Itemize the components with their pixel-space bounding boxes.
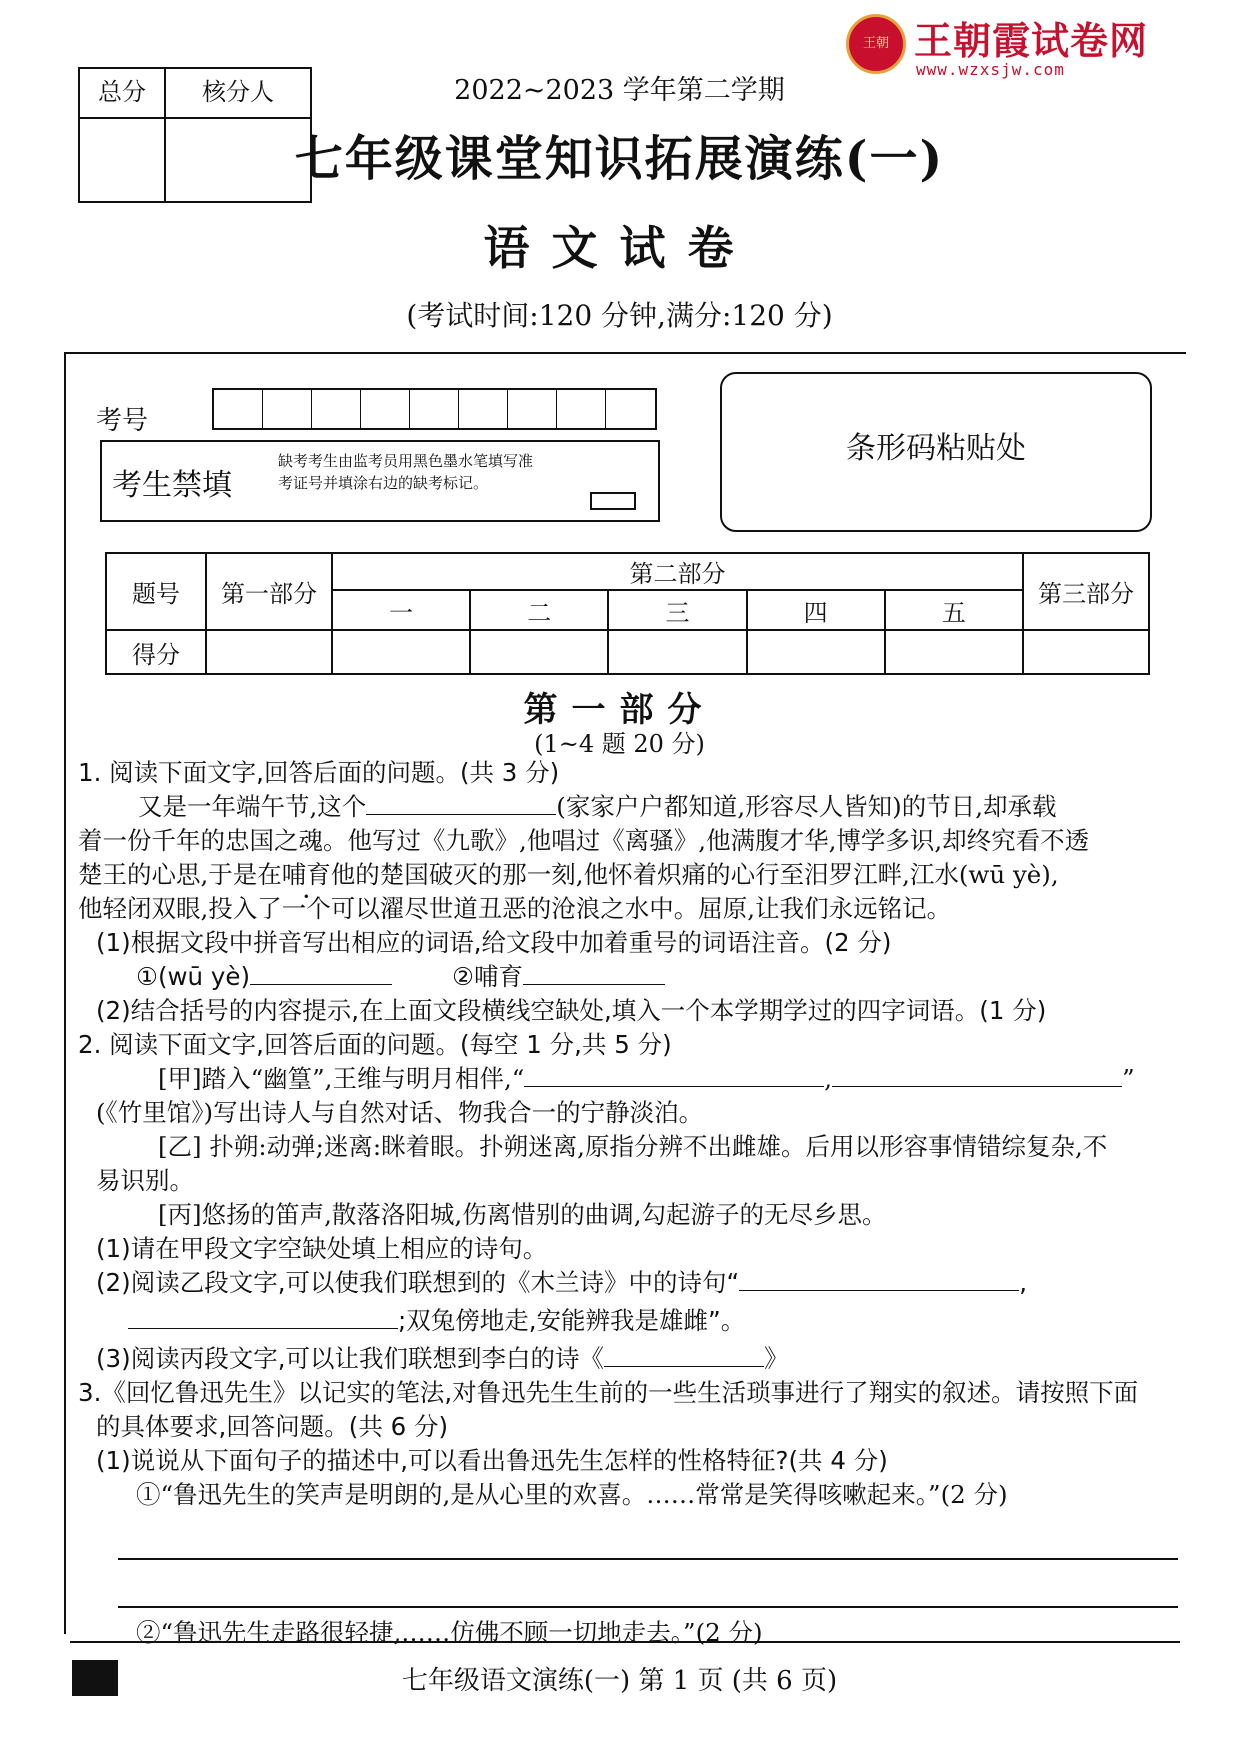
- q2-text: (3)阅读丙段文字,可以让我们联想到李白的诗《: [96, 1344, 604, 1373]
- barcode-area: 条形码粘贴处: [720, 372, 1152, 532]
- q2-jia-blank-1[interactable]: [524, 1064, 824, 1087]
- page-footer: 七年级语文演练(一) 第 1 页 (共 6 页): [401, 1666, 838, 1696]
- exam-no-box[interactable]: [312, 390, 361, 428]
- q1-emphasis-word: 一个: [281, 894, 331, 923]
- q3-answer-line[interactable]: [118, 1512, 1178, 1560]
- col-part2-5: 五: [885, 590, 1023, 630]
- q1-passage-line: 着一份千年的忠国之魂。他写过《九歌》,他唱过《离骚》,他满腹才华,博学多识,却终究看不透: [78, 826, 1090, 855]
- q2-jia-2: (《竹里馆》)写出诗人与自然对话、物我合一的宁静淡泊。: [96, 1098, 704, 1127]
- examinee-forbidden-box: [100, 440, 660, 522]
- score-cell[interactable]: [747, 630, 885, 674]
- exam-no-box[interactable]: [214, 390, 263, 428]
- logo-seal-icon: 王朝: [846, 14, 906, 74]
- grade-table: [105, 552, 1150, 675]
- exam-subject: 语文试卷: [483, 221, 756, 275]
- q1-passage-line: [78, 790, 1184, 824]
- q2-yi-2: 易识别。: [96, 1166, 194, 1195]
- q2-yi: [乙] 扑朔:动弹;迷离:眯着眼。扑朔迷离,原指分辨不出雌雄。后用以形容事情错综复杂,不: [158, 1132, 1108, 1161]
- question-body: [78, 756, 1184, 1650]
- col-part2-1: 一: [332, 590, 470, 630]
- q2-text: ;双兔傍地走,安能辨我是雄雌”。: [398, 1306, 746, 1335]
- exam-no-box[interactable]: [459, 390, 508, 428]
- col-part1: 第一部分: [206, 553, 332, 630]
- q2-text: ,: [1019, 1268, 1027, 1297]
- q2-sub3-blank[interactable]: [604, 1344, 764, 1367]
- q1-sub1-b-blank[interactable]: [523, 962, 665, 985]
- score-total-label: 总分: [80, 69, 166, 119]
- q2-sub3: [78, 1342, 1184, 1376]
- q1-text: 他轻闭双眼,投入了: [78, 894, 282, 923]
- exam-time: (考试时间:120 分钟,满分:120 分): [406, 299, 833, 332]
- q3-answer-line[interactable]: [118, 1560, 1178, 1608]
- q2-text: [甲]踏入“幽篁”,王维与明月相伴,“: [158, 1064, 525, 1093]
- q2-jia-blank-2[interactable]: [832, 1064, 1122, 1087]
- col-part3: 第三部分: [1023, 553, 1149, 630]
- q2-text: ”: [1122, 1064, 1135, 1093]
- score-checker-label: 核分人: [166, 69, 310, 119]
- score-cell[interactable]: [1023, 630, 1149, 674]
- q1-sub1-a-label: ①(wū yè): [136, 962, 251, 991]
- logo-url: www.wzxsjw.com: [916, 60, 1065, 79]
- q1-passage-line: [78, 892, 1184, 926]
- exam-no-boxes[interactable]: [212, 388, 657, 430]
- score-cell[interactable]: [608, 630, 746, 674]
- q2-sub2-blank-2[interactable]: [128, 1306, 398, 1329]
- score-cell[interactable]: [885, 630, 1023, 674]
- exam-no-box[interactable]: [361, 390, 410, 428]
- row-label-score: 得分: [106, 630, 206, 674]
- section-title: 第一部分: [523, 690, 716, 730]
- q2-text: ,: [824, 1064, 833, 1093]
- exam-no-box[interactable]: [606, 390, 655, 428]
- q1-sub1-answers: [78, 960, 1184, 994]
- q3-stem: 3.《回忆鲁迅先生》以记实的笔法,对鲁迅先生生前的一些生活琐事进行了翔实的叙述。请按照下面: [78, 1378, 1139, 1407]
- q1-stem: 1. 阅读下面文字,回答后面的问题。(共 3 分): [78, 758, 560, 787]
- q1-text: (家家户户都知道,形容尽人皆知)的节日,却承载: [556, 792, 1057, 821]
- exam-no-label: 考号: [96, 406, 149, 436]
- row-label-question-no: 题号: [106, 553, 206, 630]
- absence-mark-box[interactable]: [590, 492, 636, 510]
- q2-jia: [78, 1062, 1184, 1096]
- col-part2-3: 三: [608, 590, 746, 630]
- exam-title: 七年级课堂知识拓展演练(一): [294, 131, 945, 187]
- q1-text: 又是一年端午节,这个: [138, 792, 367, 821]
- q1-sub2: (2)结合括号的内容提示,在上面文段横线空缺处,填入一个本学期学过的四字词语。(1 分): [96, 996, 1047, 1025]
- score-cell[interactable]: [470, 630, 608, 674]
- q3-stem-2: 的具体要求,回答问题。(共 6 分): [96, 1412, 449, 1441]
- exam-no-box[interactable]: [410, 390, 459, 428]
- q2-bing: [丙]悠扬的笛声,散落洛阳城,伤离惜别的曲调,勾起游子的无尽乡思。: [158, 1200, 887, 1229]
- q2-sub1: (1)请在甲段文字空缺处填上相应的诗句。: [96, 1234, 548, 1263]
- q2-text: 》: [764, 1344, 789, 1373]
- q1-text: 可以濯尽世道丑恶的沧浪之水中。屈原,让我们永远铭记。: [330, 894, 952, 923]
- col-part2-4: 四: [747, 590, 885, 630]
- score-cell[interactable]: [206, 630, 332, 674]
- q1-sub1-a-blank[interactable]: [250, 962, 392, 985]
- q2-sub2-blank-1[interactable]: [739, 1268, 1019, 1291]
- logo-name: 王朝霞试卷网: [914, 19, 1149, 63]
- forbidden-title: 考生禁填: [112, 468, 232, 503]
- exam-no-box[interactable]: [263, 390, 312, 428]
- q2-sub2-2: [78, 1304, 1184, 1338]
- forbidden-text: 缺考考生由监考员用黑色墨水笔填写准考证号并填涂右边的缺考标记。: [278, 452, 534, 492]
- q3-sub1-b: ②“鲁迅先生走路很轻捷,……仿佛不顾一切地走去。”(2 分): [136, 1618, 763, 1647]
- q3-sub1-a: ①“鲁迅先生的笑声是明朗的,是从心里的欢喜。……常常是笑得咳嗽起来。”(2 分): [136, 1480, 1008, 1509]
- q1-idiom-blank[interactable]: [366, 792, 556, 815]
- footer-divider: [70, 1641, 1180, 1643]
- q2-text: (2)阅读乙段文字,可以使我们联想到的《木兰诗》中的诗句“: [96, 1268, 740, 1297]
- q1-sub1-b-label: ②哺育: [452, 962, 523, 991]
- section-range: (1~4 题 20 分): [534, 730, 705, 758]
- score-cell[interactable]: [332, 630, 470, 674]
- q2-sub2: [78, 1266, 1184, 1300]
- q2-stem: 2. 阅读下面文字,回答后面的问题。(每空 1 分,共 5 分): [78, 1030, 672, 1059]
- col-part2: 第二部分: [332, 553, 1023, 590]
- term-line: 2022~2023 学年第二学期: [454, 75, 785, 106]
- q1-sub1: (1)根据文段中拼音写出相应的词语,给文段中加着重号的词语注音。(2 分): [96, 928, 892, 957]
- exam-no-box[interactable]: [557, 390, 606, 428]
- q3-sub1: (1)说说从下面句子的描述中,可以看出鲁迅先生怎样的性格特征?(共 4 分): [96, 1446, 888, 1475]
- col-part2-2: 二: [470, 590, 608, 630]
- q1-passage-line: 楚王的心思,于是在哺育他的楚国破灭的那一刻,他怀着炽痛的心行至汨罗江畔,江水(wū yè),: [78, 860, 1059, 889]
- exam-no-box[interactable]: [508, 390, 557, 428]
